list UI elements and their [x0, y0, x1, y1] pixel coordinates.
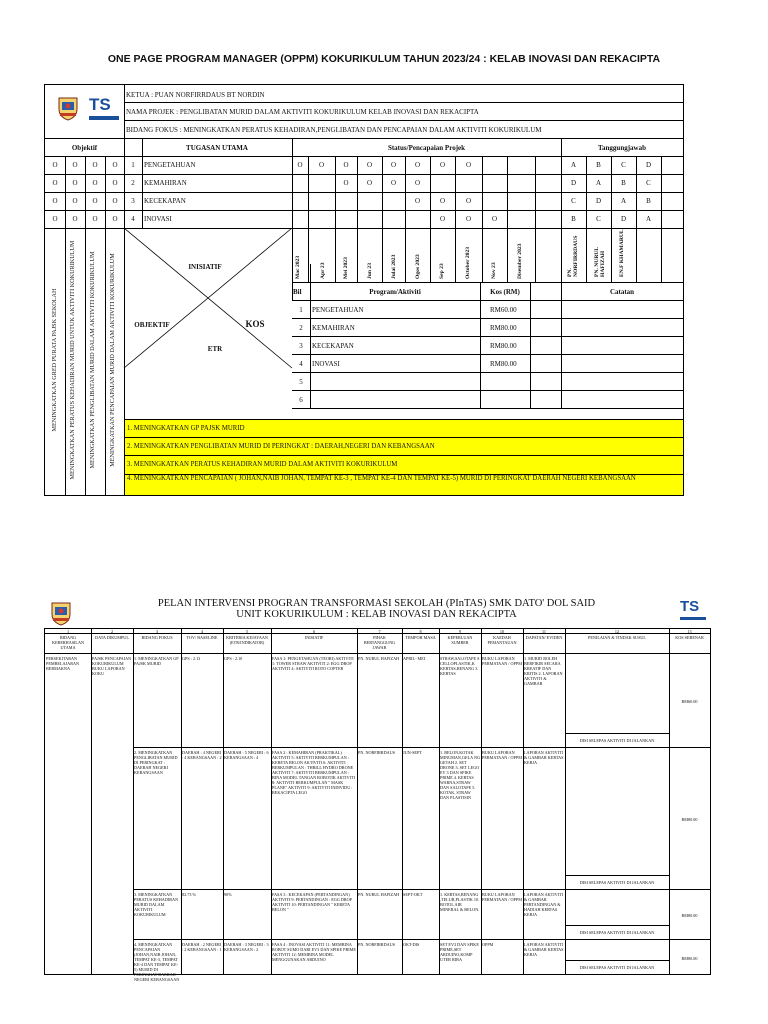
status-mark — [292, 192, 308, 210]
column-header: BIDANG FOKUS — [141, 635, 173, 640]
row-penilaian: DISI SELEPAS AKTIVITI DI JALANKAN — [579, 880, 655, 885]
column-number: 6 — [312, 629, 316, 634]
status-mark — [357, 192, 382, 210]
month-label: Nov 23 — [491, 262, 497, 279]
diagram-kos: KOS — [245, 319, 265, 329]
program-bil: 1 — [299, 306, 303, 314]
task-number: 3 — [131, 197, 135, 205]
row-dapatan: LAPORAN AKTIVITI & GAMBAR KERTAS KERJA — [524, 942, 564, 957]
status-mark — [507, 210, 535, 228]
status-mark — [430, 174, 455, 192]
status-mark: O — [465, 215, 472, 223]
row-inisiatif: FASA 4 : INOVASI AKTIVITI 11: MEMBINA ROBOT SUMO DARI EV3 DAN SPIKE PRIME AKTIVITI 12: MEMBINA MODEL MENGGUNAKAN ARDUINO — [272, 942, 356, 962]
person-label: PN. NORFIRRDAUS — [567, 235, 579, 277]
responsibility-mark: A — [595, 179, 602, 187]
ts-logo: TS — [89, 95, 111, 114]
status-mark: O — [414, 179, 421, 187]
status-mark: O — [366, 179, 373, 187]
row-inisiatif: FASA 3 : KECEKAPAN (PERTANDINGAN) AKTIVITI 9: PERTANDINGAN : EGG DROP AKTIVITI 10: PERTANDINGAN " KERETA BELON " — [272, 892, 352, 912]
row-kaedah: BUKU LAPORAN PERMATAAN / OPPM — [482, 656, 522, 666]
column-number: 3 — [155, 629, 159, 634]
column-number: 4 — [200, 629, 204, 634]
objective-mark: O — [92, 161, 98, 169]
row-pihak: PN. NURUL HAFIZAH — [358, 656, 400, 661]
column-number: 12 — [614, 629, 620, 634]
status-mark — [535, 192, 561, 210]
status-mark — [482, 174, 507, 192]
responsibility-mark: C — [571, 197, 576, 205]
column-number: 7 — [378, 629, 381, 634]
column-number: 10 — [499, 629, 505, 634]
program-name: KEMAHIRAN — [312, 324, 355, 332]
row-etr: DAERAH : 5 NEGERI : 6 KEBANGSAAN : 4 — [224, 750, 269, 760]
task-name: KEMAHIRAN — [144, 179, 187, 187]
pintas-table — [44, 628, 711, 982]
status-mark — [292, 210, 308, 228]
month-label: October 2023 — [465, 246, 471, 279]
prog-catatan-header: Catatan — [609, 287, 635, 296]
row-etr: GPS : 2.10 — [224, 656, 243, 661]
row-sumber: 1. BELON,KOTAK MINUMAN,GELA NG GETAH 2. SET DRONE 3. SET LEGO EV 3 DAN SPIKE PRIME 4. KERTAS WARNA,STRAW DAN SALOTAPE 5. KOTAK, STRAW DAN PLASTISIN — [440, 750, 481, 800]
yellow-obj-2: 2. MENINGKATKAN PENGLIBATAN MURID DI PERINGKAT : DAERAH,NEGERI DAN KEBANGSAAN — [125, 437, 683, 455]
month-label: Sep 23 — [439, 263, 445, 279]
status-mark — [535, 174, 561, 192]
objective-vertical-text: MENINGKATKAN PERATUS KEHADIRAN MURID UNTUK AKTIVITI KOKURIKULUM — [69, 240, 76, 480]
oppm-table — [44, 84, 684, 496]
projek-label: NAMA PROJEK : PENGLIBATAN MURID DALAM AKTIVITI KOKURIKULUM KELAB INOVASI DAN REKACIPTA — [126, 108, 479, 116]
responsibility-mark: C — [646, 179, 651, 187]
task-number: 1 — [131, 161, 135, 169]
status-mark — [535, 156, 561, 174]
objective-mark: O — [112, 179, 118, 187]
row-fokus: 2. MENINGKATKAN PENGLIBATAN MURID DI PERINGKAT : DAERAH NEGERI KEBANGSAAN — [134, 750, 178, 775]
status-mark: O — [343, 161, 349, 169]
month-label: Jun 23 — [367, 262, 373, 279]
pintas-section — [44, 598, 709, 982]
column-header: KAEDAH PEMANTAUAN — [487, 635, 517, 645]
program-kos: RM80.00 — [490, 342, 517, 350]
row-etr: DAERAH : 3 NEGERI : 3 KEBANGSAAN : 2 — [224, 942, 269, 952]
responsibility-mark: D — [595, 197, 602, 205]
row-kaedah: BUKU LAPORAN PERMATAAN / OPPM — [482, 750, 522, 760]
row-tempoh: JUN-SEPT — [403, 750, 422, 755]
yellow-obj-4: 4. MENINGKATKAN PENCAPAIAN ( JOHAN,NAIB JOHAN, TEMPAT KE-3 , TEMPAT KE-4 DAN TEMPAT KE-5) MURID DI PERINGKAT DAERAH NEGERI KEBANGSAAN — [125, 474, 683, 495]
program-kos: RM80.00 — [490, 360, 517, 368]
program-name: KECEKAPAN — [312, 342, 354, 350]
row-tov: DAERAH : 2 NEGERI : 2 KEBANGSAAN : 1 — [182, 942, 222, 952]
program-bil: 5 — [299, 378, 303, 386]
yellow-obj-1: 1. MENINGKATKAN GP PAJSK MURID — [125, 419, 683, 437]
month-label: Mac 2023 — [295, 255, 301, 279]
school-crest-icon — [57, 95, 79, 121]
fokus-label: BIDANG FOKUS : MENINGKATKAN PERATUS KEHADIRAN,PENGLIBATAN DAN PENCAPAIAN DALAM AKTIVITI KOKURIKULUM — [126, 126, 542, 134]
status-mark — [535, 210, 561, 228]
row-kaedah: BUKU LAPORAN PERMATAAN / OPPM — [482, 892, 522, 902]
status-mark: O — [465, 197, 472, 205]
program-kos: RM80.00 — [490, 324, 517, 332]
task-number: 4 — [131, 215, 135, 223]
month-label: Mei 2023 — [343, 257, 349, 279]
row-fokus: 4. MENINGKATKAN PENCAPAIAN (JOHAN,NAIB JOHAN, TEMPAT KE-3, TEMPAT KE-4 DAN TEMPAT KE-5) MURID DI PERINGKAT DAERAH NEGERI KEBANGSAAN — [134, 942, 180, 982]
column-number: 11 — [541, 629, 547, 634]
tanggungjawab-header: Tanggungjawab — [598, 143, 646, 152]
row-kos: RM80.00 — [681, 817, 698, 822]
status-header: Status/Pencapaian Projek — [387, 143, 466, 152]
status-mark — [308, 210, 335, 228]
responsibility-mark: C — [596, 215, 601, 223]
row-kos: RM60.00 — [681, 699, 698, 704]
status-mark — [382, 210, 405, 228]
oppm-title: ONE PAGE PROGRAM MANAGER (OPPM) KOKURIKULUM TAHUN 2023/24 : KELAB INOVASI DAN REKACIPTA — [107, 53, 661, 65]
row-kos: RM80.00 — [681, 913, 698, 918]
status-mark: O — [414, 197, 421, 205]
task-number: 2 — [131, 179, 135, 187]
program-bil: 3 — [299, 342, 303, 350]
ts-logo-2: TS — [680, 598, 700, 615]
objective-vertical-text: MENINGKATKAN PENCAPAIAN MURID DALAM AKTIVITI KOKURIKULUM — [109, 253, 116, 467]
objective-mark: O — [52, 179, 58, 187]
status-mark — [335, 192, 357, 210]
pintas-title: PELAN INTERVENSI PROGRAN TRANSFORMASI SEKOLAH (PInTAS) SMK DATO' DOL SAID — [157, 598, 596, 609]
status-mark — [335, 210, 357, 228]
month-label: Apr 23 — [320, 262, 326, 279]
responsibility-mark: A — [645, 215, 652, 223]
program-kos: RM60.00 — [490, 306, 517, 314]
person-label: EN.F KHAMARUL — [619, 229, 625, 277]
row-kaedah: OPPM — [482, 942, 494, 947]
row-tempoh: OKT-DIS — [403, 942, 420, 947]
row-sumber: STRAW,SALOTAPE S CELLOPLASTIK,K KERTAS,BENANG 3. KERTAS — [440, 656, 480, 676]
row-tempoh: SEPT-OKT — [403, 892, 423, 897]
row-dapatan: LAPORAN AKTIVITI & GAMBAR KERTAS KERJA — [524, 750, 564, 765]
status-mark — [357, 210, 382, 228]
status-mark — [507, 192, 535, 210]
program-bil: 2 — [299, 324, 303, 332]
status-mark: O — [465, 161, 472, 169]
row-fokus: 1. MENINGKATKAN GP PAJSK MURID — [134, 656, 179, 666]
row-dapatan: 1. MURID BOLEH BERFIKIR SECARA KREATIF DAN KRITIS 2. LAPORAN AKTIVITI & GAMBAR — [524, 656, 563, 686]
program-name: INOVASI — [312, 360, 340, 368]
objective-vertical-text: MENINGKATKAN GRED PURATA PAJSK SEKOLAH — [51, 288, 58, 432]
column-header: BIDANG KEBERHASILAN UTAMA — [51, 635, 85, 650]
row-tov: 82.73 % — [182, 892, 196, 897]
status-mark — [405, 210, 430, 228]
status-mark: O — [366, 161, 373, 169]
diagram-etr: ETR — [207, 345, 223, 353]
row-penilaian: DISI SELEPAS AKTIVITI DI JALANKAN — [579, 965, 655, 970]
responsibility-mark: B — [596, 161, 601, 169]
objective-vertical-text: MENINGKATKAN PENGLIBATAN MURID DALAM AKTIVITI KOKURIKULUM — [89, 251, 96, 469]
tugasan-header: TUGASAN UTAMA — [186, 143, 248, 152]
status-mark — [308, 192, 335, 210]
row-tempoh: APRIL- MEI — [403, 656, 426, 661]
column-header: KRITERIA KEJAYAAN (ETR/INDIKATOR) — [226, 635, 268, 645]
status-mark — [482, 192, 507, 210]
row-penilaian: DISI SELEPAS AKTIVITI DI JALANKAN — [579, 930, 655, 935]
program-kos — [480, 391, 560, 409]
status-mark: O — [439, 215, 446, 223]
responsibility-mark: B — [621, 179, 626, 187]
status-mark: O — [439, 197, 446, 205]
row-kos: RM80.00 — [681, 955, 698, 961]
program-kos — [480, 373, 560, 391]
objective-mark: O — [52, 197, 58, 205]
column-header: TEMPOH MASA — [405, 635, 436, 640]
row-penilaian: DISI SELEPAS AKTIVITI DI JALANKAN — [579, 738, 655, 743]
responsibility-mark: B — [646, 197, 651, 205]
status-mark: O — [390, 161, 397, 169]
status-mark — [482, 156, 507, 174]
month-label: Disember 2023 — [517, 243, 523, 279]
objective-mark: O — [72, 215, 78, 223]
objective-mark: O — [52, 161, 58, 169]
task-name: KECEKAPAN — [144, 197, 186, 205]
column-header: TOV/ BASELINE — [186, 635, 218, 640]
row-tov: DAERAH : 4 NEGERI : 4 KEBANGSAAN : 2 — [182, 750, 222, 760]
column-header: DAPATAN/ EVIDEN — [525, 635, 563, 640]
status-mark: O — [318, 161, 325, 169]
row-dapatan: LAPORAN AKTIVITI & GAMBAR PERTANDINGAN & HADIAH KERTAS KERJA — [524, 892, 563, 917]
row-sumber: SET EV3 DAN SPIKE PRIME,SET ARDUINO,KOMP UTER RIBA — [440, 942, 479, 962]
column-header: PIHAK BERTANGGUNG JAWAB — [363, 635, 396, 650]
prog-program-header: Program/Aktiviti — [369, 287, 421, 296]
column-number: 13 — [687, 629, 692, 634]
status-mark: O — [343, 179, 349, 187]
column-number: 2 — [110, 629, 114, 634]
row-pihak: PN. NORFIRRDAUS — [358, 750, 395, 755]
objective-mark: O — [92, 215, 98, 223]
task-name: PENGETAHUAN — [144, 161, 196, 169]
row-inisiatif: FASA 1: PENGETAHUAN (TEORI) AKTIVITI 1: TOWER STRAW AKTIVITI 2: EGG DROP AKTIVITI 4: AKTIVITI ROTO COPTER — [272, 656, 354, 671]
objective-mark: O — [92, 179, 98, 187]
column-number: 5 — [245, 629, 249, 634]
responsibility-mark: B — [571, 215, 576, 223]
objective-mark: O — [72, 179, 78, 187]
status-mark: O — [439, 161, 446, 169]
column-number: 9 — [458, 629, 462, 634]
ts-logo-bar — [89, 116, 119, 120]
month-label: Ogos 2023 — [415, 254, 421, 279]
status-mark: O — [414, 161, 421, 169]
row-tov: GPS : 2.13 — [182, 656, 201, 661]
column-header: INISIATIF — [304, 635, 324, 640]
status-mark — [455, 174, 482, 192]
prog-kos-header: Kos (RM) — [490, 287, 520, 296]
responsibility-mark: A — [620, 197, 627, 205]
objective-mark: O — [72, 161, 78, 169]
objektif-header: Objektif — [71, 143, 98, 152]
objective-mark: O — [92, 197, 98, 205]
responsibility-mark: D — [645, 161, 652, 169]
column-header: PENILAIAN & TINDAK SUSUL — [588, 635, 646, 640]
pintas-subtitle: UNIT KOKURIKULUM : KELAB INOVASI DAN REKACIPTA — [236, 609, 517, 620]
status-mark — [292, 174, 308, 192]
objective-mark: O — [112, 215, 118, 223]
objective-mark: O — [112, 197, 118, 205]
column-header: DATA DIKUMPUL — [95, 635, 129, 640]
row-pihak: PN. NORFIRRDAUS — [358, 942, 395, 947]
status-mark: O — [297, 161, 303, 169]
column-number: 8 — [419, 629, 422, 634]
responsibility-mark: D — [620, 215, 627, 223]
row-inisiatif: FASA 2 : KEMAHIRAN (PRAKTIKAL) AKTIVITI 5: AKTIVITI BERKUMPULAN : KERETA BELON AKTIVITI 6: AKTIVITI BERKUMPULAN : THRILL HYDRO DRONE AKTIVITI 7: AKTIVITI BERKUMPULAN : BINA MODEL TANGAN ROBOTIK AKTIVITI 8: AKTIVITI BERKUMPULAN " MASK PLANE" AKTIVITI 9: AKTIVITI INDIVIDU : REKACIPTA LEGO — [272, 750, 355, 795]
diagram-inisiatif: INISIATIF — [188, 263, 222, 271]
status-mark — [382, 192, 405, 210]
objective-mark: O — [112, 161, 118, 169]
objective-mark: O — [52, 215, 58, 223]
status-mark — [507, 156, 535, 174]
column-header: KOS SEBENAR — [675, 635, 704, 640]
task-name: INOVASI — [144, 215, 172, 223]
diagram-objektif: OBJEKTIF — [134, 321, 170, 329]
responsibility-mark: A — [570, 161, 577, 169]
status-mark — [507, 174, 535, 192]
row-sumber: 1. KERTAS,BENANG ,TELUR,PLASTIK 10. BOTOL AIR MINERAL & BELON. — [440, 892, 480, 912]
status-mark: O — [491, 215, 498, 223]
row-pihak: PN. NURUL HAFIZAH — [358, 892, 400, 897]
program-bil: 6 — [299, 396, 303, 404]
responsibility-mark: D — [570, 179, 577, 187]
yellow-obj-3: 3. MENINGKATKAN PERATUS KEHADIRAN MURID DALAM AKTIVITI KOKURIKULUM — [125, 455, 683, 474]
ketua-label: KETUA : PUAN NORFIRRDAUS BT NORDIN — [126, 90, 265, 99]
row-etr: 90% — [224, 892, 232, 897]
person-label: PN. NURUL HAFIZAH — [594, 247, 606, 277]
status-mark: O — [390, 179, 397, 187]
program-name: PENGETAHUAN — [312, 306, 364, 314]
column-number: 1 — [66, 629, 70, 634]
program-bil: 4 — [299, 360, 303, 368]
bidang-keberhasilan: PERSEKITARAN PEMBELAJARAN BERMAKNA — [46, 656, 80, 671]
data-dikumpul: PAJSK PENCAPAIAN KOKURIKULUM BUKU LAPORAN KOKU — [92, 656, 132, 676]
status-mark — [308, 174, 335, 192]
row-fokus: 3. MENINGKATKAN PERATUS KEHADIRAN MURID DALAM AKTIVITI KOKURIKULUM — [134, 892, 179, 917]
column-header: KEPERLUAN SUMBER — [447, 635, 473, 645]
prog-bil-header: Bil — [293, 287, 302, 296]
month-label: Julai 2023 — [391, 254, 397, 279]
objective-mark: O — [72, 197, 78, 205]
responsibility-mark: C — [621, 161, 626, 169]
